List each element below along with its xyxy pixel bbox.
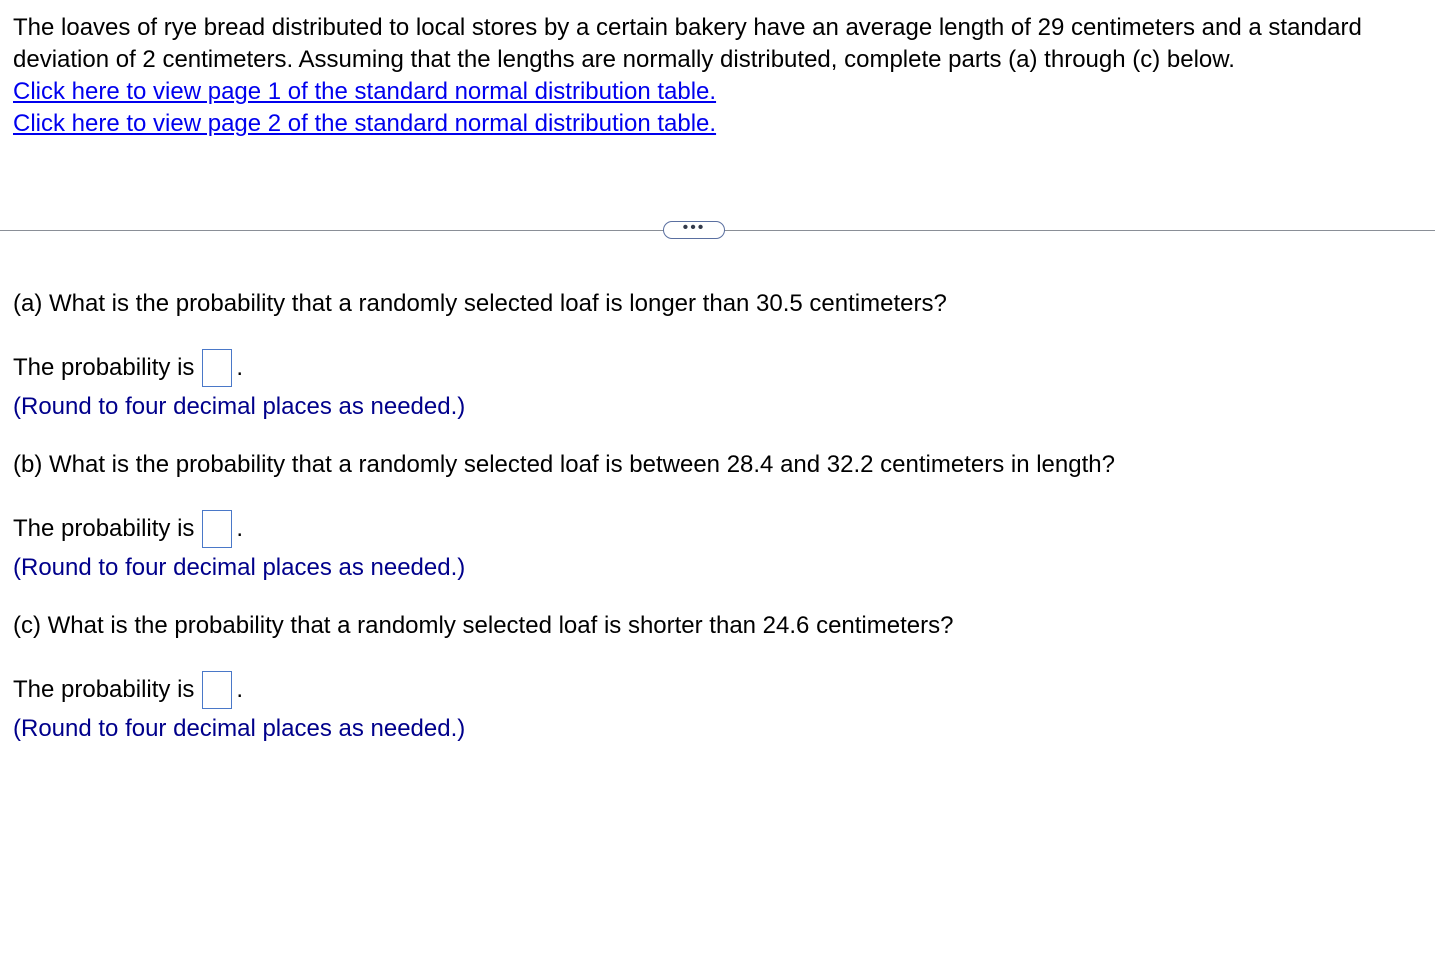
part-a-answer-suffix: . bbox=[236, 354, 244, 381]
problem-intro-text: The loaves of rye bread distributed to local stores by a certain bakery have an average length of 29 centimeters and a standard deviation of 2 centimeters. Assuming that the lengths are normally distributed, complete parts (a) through (c) below. bbox=[13, 14, 1362, 73]
part-c-answer-input[interactable] bbox=[202, 671, 232, 709]
part-c-answer-line bbox=[13, 671, 243, 709]
part-a-question: (a) What is the probability that a randomly selected loaf is longer than 30.5 centimeters? bbox=[13, 290, 947, 317]
problem-statement bbox=[13, 12, 1413, 140]
part-c-rounding-note: (Round to four decimal places as needed.) bbox=[13, 715, 466, 742]
part-a-rounding-note: (Round to four decimal places as needed.) bbox=[13, 393, 466, 420]
part-b-answer-line bbox=[13, 510, 243, 548]
part-a-answer-prefix: The probability is bbox=[13, 354, 195, 381]
part-b-question: (b) What is the probability that a randomly selected loaf is between 28.4 and 32.2 centimeters in length? bbox=[13, 451, 1115, 478]
normal-table-page1-link[interactable]: Click here to view page 1 of the standard normal distribution table. bbox=[13, 78, 717, 105]
part-c-question: (c) What is the probability that a randomly selected loaf is shorter than 24.6 centimeters? bbox=[13, 612, 954, 639]
part-b bbox=[13, 449, 1413, 581]
part-c-answer-suffix: . bbox=[236, 676, 244, 703]
part-b-answer-suffix: . bbox=[236, 515, 244, 542]
part-b-answer-input[interactable] bbox=[202, 510, 232, 548]
part-c bbox=[13, 610, 1413, 742]
part-b-answer-prefix: The probability is bbox=[13, 515, 195, 542]
part-a-answer-input[interactable] bbox=[202, 349, 232, 387]
part-b-rounding-note: (Round to four decimal places as needed.) bbox=[13, 554, 466, 581]
part-a bbox=[13, 288, 1413, 420]
normal-table-page2-link[interactable]: Click here to view page 2 of the standard normal distribution table. bbox=[13, 110, 717, 137]
part-c-answer-prefix: The probability is bbox=[13, 676, 195, 703]
part-a-answer-line bbox=[13, 349, 243, 387]
expand-more-button[interactable] bbox=[663, 221, 725, 239]
ellipsis-icon: ••• bbox=[682, 219, 706, 236]
